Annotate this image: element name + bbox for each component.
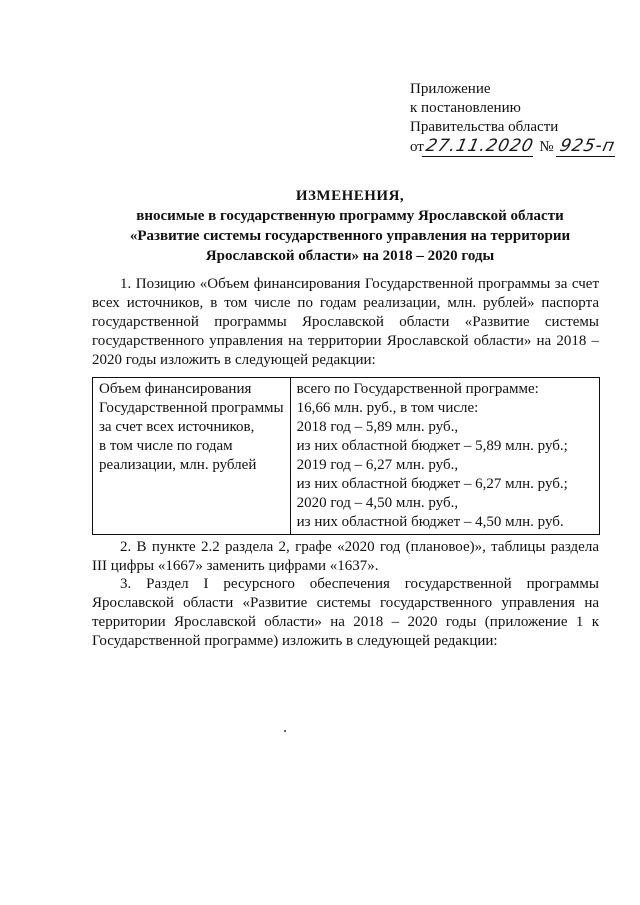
paragraph-3-text: 3. Раздел I ресурсного обеспечения государственной программы Ярославской области «Развитие системы государственного управления на территории Ярославской области» на 2018 – 2020 годы (приложение 1 к Государственной программе) изложить в следующей редакции: (92, 576, 599, 649)
label-line: Государственной программы (99, 400, 284, 416)
value-line: 2019 год – 6,27 млн. руб., (296, 457, 459, 473)
paragraph-2-text: 2. В пункте 2.2 раздела 2, графе «2020 год (плановое)», таблицы раздела III цифры «1667» заменить цифрами «1637». (92, 539, 599, 574)
financing-table (92, 377, 600, 535)
document-title (90, 186, 610, 266)
financing-values-cell (290, 378, 599, 535)
value-line: из них областной бюджет – 5,89 млн. руб.; (296, 438, 568, 454)
label-line: за счет всех источников, (99, 419, 255, 435)
number-label: № (539, 139, 554, 155)
title-line-3: «Развитие системы государственного управления на территории (129, 228, 571, 244)
scan-dot (284, 730, 286, 732)
appendix-header (410, 80, 616, 157)
appendix-date-number (410, 137, 616, 157)
paragraph-1 (92, 275, 599, 370)
appendix-line-2: к постановлению (410, 100, 521, 116)
value-line: всего по Государственной программе: (296, 381, 539, 397)
appendix-line-3: Правительства области (410, 119, 559, 135)
value-line: из них областной бюджет – 4,50 млн. руб. (296, 514, 564, 530)
financing-label-cell (93, 378, 291, 535)
value-line: 16,66 млн. руб., в том числе: (296, 400, 479, 416)
title-main: ИЗМЕНЕНИЯ, (295, 188, 405, 204)
title-line-2: вносимые в государственную программу Ярославской области (136, 208, 564, 224)
paragraph-2 (92, 538, 599, 576)
value-line: из них областной бюджет – 6,27 млн. руб.; (296, 476, 568, 492)
handwritten-number: 925-п (555, 137, 618, 157)
value-line: 2018 год – 5,89 млн. руб., (296, 419, 459, 435)
table-row (93, 378, 600, 535)
label-line: Объем финансирования (99, 381, 252, 397)
title-line-4: Ярославской области» на 2018 – 2020 годы (205, 248, 495, 264)
handwritten-date: 27.11.2020 (422, 137, 538, 157)
label-line: реализации, млн. рублей (99, 457, 257, 473)
paragraph-1-text: 1. Позицию «Объем финансирования Государственной программы за счет всех источников, в том числе по годам реализации, млн. рублей» паспорта государственной программы Ярославской области «Развитие системы государственного управления на территории Ярославской области» на 2018 – 2020 годы изложить в следующей редакции: (92, 276, 599, 368)
from-label: от (410, 139, 424, 155)
value-line: 2020 год – 4,50 млн. руб., (296, 495, 459, 511)
appendix-line-1: Приложение (410, 81, 491, 97)
label-line: в том числе по годам (99, 438, 233, 454)
paragraph-3 (92, 575, 599, 651)
